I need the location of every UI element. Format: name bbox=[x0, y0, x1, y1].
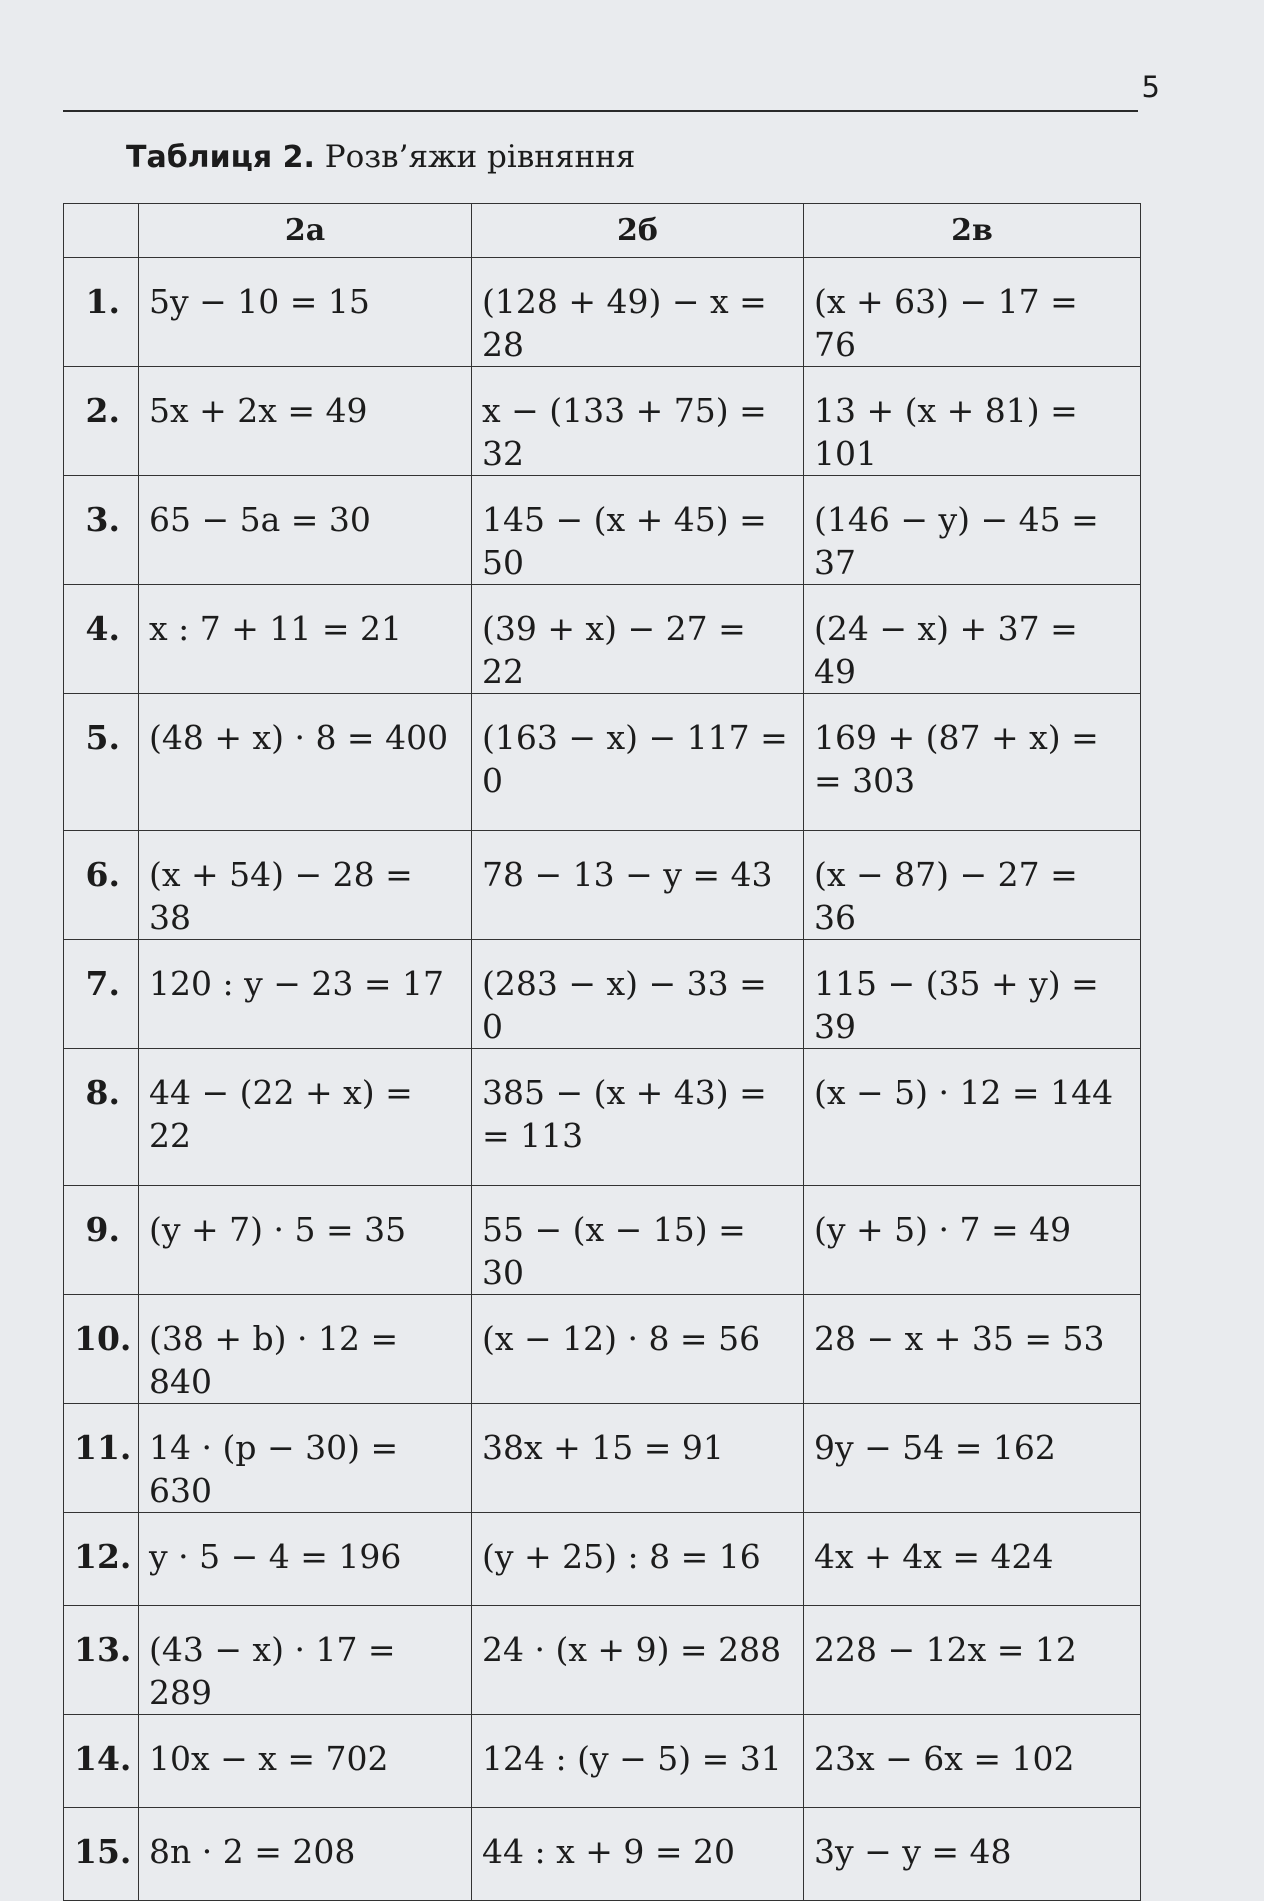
equation-cell-2c-text: 28 − x + 35 = 53 bbox=[814, 1319, 1105, 1358]
equation-cell-2b-text: 38x + 15 = 91 bbox=[482, 1428, 724, 1467]
caption-label: Таблиця 2. bbox=[126, 140, 315, 175]
equation-cell-2a-text: (48 + x) · 8 = 400 bbox=[149, 718, 449, 757]
row-number bbox=[64, 940, 139, 1049]
equation-cell-2c bbox=[804, 1513, 1141, 1606]
equation-cell-2b-text: (x − 12) · 8 = 56 bbox=[482, 1319, 761, 1358]
equation-cell-2c-text: 9y − 54 = 162 bbox=[814, 1428, 1056, 1467]
equation-cell-2c-text: 3y − y = 48 bbox=[814, 1832, 1012, 1871]
equation-cell-2b-text: x − (133 + 75) = 32 bbox=[482, 391, 767, 473]
table-row bbox=[64, 258, 1141, 367]
equation-cell-2a-text: (38 + b) · 12 = 840 bbox=[149, 1319, 399, 1401]
equation-cell-2a bbox=[139, 831, 472, 940]
equation-cell-2c-text: (y + 5) · 7 = 49 bbox=[814, 1210, 1072, 1249]
equation-cell-2c-text: 13 + (x + 81) = 101 bbox=[814, 391, 1078, 473]
equation-cell-2b bbox=[472, 1715, 804, 1808]
equation-cell-2a-text: 5x + 2x = 49 bbox=[149, 391, 368, 430]
header-cell-2c: 2в bbox=[804, 204, 1141, 258]
equation-cell-2c bbox=[804, 940, 1141, 1049]
equation-cell-2a-text: 5y − 10 = 15 bbox=[149, 282, 370, 321]
equation-cell-2b-text: 385 − (x + 43) = = 113 bbox=[482, 1073, 767, 1155]
table-row bbox=[64, 585, 1141, 694]
table-row bbox=[64, 1295, 1141, 1404]
table-row bbox=[64, 1186, 1141, 1295]
equation-cell-2c bbox=[804, 258, 1141, 367]
row-number-text: 7. bbox=[85, 964, 120, 1003]
header-cell-number bbox=[64, 204, 139, 258]
table-row bbox=[64, 1808, 1141, 1901]
equation-cell-2c-text: 23x − 6x = 102 bbox=[814, 1739, 1075, 1778]
equation-cell-2b-text: (283 − x) − 33 = 0 bbox=[482, 964, 767, 1046]
row-number bbox=[64, 1513, 139, 1606]
equation-cell-2a bbox=[139, 694, 472, 831]
table-caption bbox=[126, 139, 635, 175]
equation-cell-2a bbox=[139, 1295, 472, 1404]
equation-cell-2b-text: 24 · (x + 9) = 288 bbox=[482, 1630, 782, 1669]
equation-cell-2a bbox=[139, 1715, 472, 1808]
equation-cell-2a bbox=[139, 1606, 472, 1715]
equation-cell-2c-text: 228 − 12x = 12 bbox=[814, 1630, 1077, 1669]
table-row bbox=[64, 1715, 1141, 1808]
equation-cell-2b bbox=[472, 831, 804, 940]
table-row bbox=[64, 1404, 1141, 1513]
equation-cell-2c bbox=[804, 1808, 1141, 1901]
equation-cell-2a-text: y · 5 − 4 = 196 bbox=[149, 1537, 402, 1576]
equation-cell-2c-text: (24 − x) + 37 = 49 bbox=[814, 609, 1078, 691]
row-number-text: 1. bbox=[85, 282, 120, 321]
equation-cell-2c-text: (146 − y) − 45 = 37 bbox=[814, 500, 1099, 582]
equation-cell-2c bbox=[804, 1715, 1141, 1808]
table-row bbox=[64, 367, 1141, 476]
equation-cell-2b bbox=[472, 1295, 804, 1404]
table-row bbox=[64, 1513, 1141, 1606]
header-cell-2b: 2б bbox=[472, 204, 804, 258]
row-number bbox=[64, 1606, 139, 1715]
equation-cell-2a bbox=[139, 940, 472, 1049]
caption-text: Розв’яжи рівняння bbox=[314, 139, 636, 175]
header-cell-2a: 2а bbox=[139, 204, 472, 258]
equation-cell-2b bbox=[472, 1808, 804, 1901]
table-row bbox=[64, 694, 1141, 831]
equation-cell-2b-text: (163 − x) − 117 = 0 bbox=[482, 718, 788, 800]
row-number bbox=[64, 476, 139, 585]
row-number bbox=[64, 831, 139, 940]
equation-cell-2c bbox=[804, 476, 1141, 585]
equation-cell-2a-text: 8n · 2 = 208 bbox=[149, 1832, 356, 1871]
row-number bbox=[64, 1715, 139, 1808]
row-number-text: 2. bbox=[85, 391, 120, 430]
equation-cell-2b bbox=[472, 694, 804, 831]
equation-cell-2c bbox=[804, 585, 1141, 694]
equation-cell-2b bbox=[472, 940, 804, 1049]
row-number bbox=[64, 1295, 139, 1404]
equation-cell-2a-text: (43 − x) · 17 = 289 bbox=[149, 1630, 396, 1712]
row-number-text: 13. bbox=[74, 1630, 132, 1669]
equation-cell-2a bbox=[139, 1808, 472, 1901]
equation-cell-2a-text: 44 − (22 + x) = 22 bbox=[149, 1073, 413, 1155]
equation-cell-2c-text: (x − 5) · 12 = 144 bbox=[814, 1073, 1114, 1112]
equation-cell-2a-text: 120 : y − 23 = 17 bbox=[149, 964, 444, 1003]
equation-cell-2c bbox=[804, 367, 1141, 476]
equation-cell-2b bbox=[472, 1186, 804, 1295]
row-number bbox=[64, 258, 139, 367]
equations-table bbox=[63, 203, 1141, 1901]
row-number bbox=[64, 1404, 139, 1513]
equation-cell-2b bbox=[472, 258, 804, 367]
equation-cell-2c bbox=[804, 1606, 1141, 1715]
equation-cell-2a-text: x : 7 + 11 = 21 bbox=[149, 609, 402, 648]
equation-cell-2a-text: 65 − 5a = 30 bbox=[149, 500, 371, 539]
row-number-text: 12. bbox=[74, 1537, 132, 1576]
table-row bbox=[64, 1049, 1141, 1186]
equation-cell-2b-text: (128 + 49) − x = 28 bbox=[482, 282, 767, 364]
row-number bbox=[64, 1049, 139, 1186]
equation-cell-2b-text: 78 − 13 − y = 43 bbox=[482, 855, 773, 894]
table-row bbox=[64, 1606, 1141, 1715]
row-number bbox=[64, 585, 139, 694]
equation-cell-2c-text: 4x + 4x = 424 bbox=[814, 1537, 1054, 1576]
equation-cell-2a bbox=[139, 476, 472, 585]
equation-cell-2c bbox=[804, 1295, 1141, 1404]
equation-cell-2c-text: 169 + (87 + x) = = 303 bbox=[814, 718, 1099, 800]
equation-cell-2c bbox=[804, 694, 1141, 831]
equation-cell-2b-text: (y + 25) : 8 = 16 bbox=[482, 1537, 761, 1576]
equation-cell-2c bbox=[804, 1049, 1141, 1186]
row-number-text: 11. bbox=[74, 1428, 132, 1467]
row-number bbox=[64, 694, 139, 831]
row-number bbox=[64, 1186, 139, 1295]
row-number bbox=[64, 1808, 139, 1901]
equation-cell-2b bbox=[472, 1606, 804, 1715]
equation-cell-2b-text: (39 + x) − 27 = 22 bbox=[482, 609, 746, 691]
table-row bbox=[64, 476, 1141, 585]
equation-cell-2b bbox=[472, 585, 804, 694]
equation-cell-2a-text: (y + 7) · 5 = 35 bbox=[149, 1210, 407, 1249]
equation-cell-2b-text: 145 − (x + 45) = 50 bbox=[482, 500, 767, 582]
equation-cell-2c-text: 115 − (35 + y) = 39 bbox=[814, 964, 1099, 1046]
row-number bbox=[64, 367, 139, 476]
equation-cell-2a bbox=[139, 1186, 472, 1295]
row-number-text: 10. bbox=[74, 1319, 132, 1358]
header-row bbox=[64, 204, 1141, 258]
equation-cell-2a-text: (x + 54) − 28 = 38 bbox=[149, 855, 413, 937]
equation-cell-2b bbox=[472, 476, 804, 585]
row-number-text: 4. bbox=[85, 609, 120, 648]
equation-cell-2a bbox=[139, 585, 472, 694]
header-rule bbox=[63, 110, 1138, 112]
row-number-text: 6. bbox=[85, 855, 120, 894]
row-number-text: 8. bbox=[85, 1073, 120, 1112]
equation-cell-2b-text: 55 − (x − 15) = 30 bbox=[482, 1210, 746, 1292]
row-number-text: 3. bbox=[85, 500, 120, 539]
table-row bbox=[64, 940, 1141, 1049]
equation-cell-2b-text: 44 : x + 9 = 20 bbox=[482, 1832, 735, 1871]
row-number-text: 5. bbox=[85, 718, 120, 757]
row-number-text: 15. bbox=[74, 1832, 132, 1871]
equation-cell-2b bbox=[472, 1404, 804, 1513]
equation-cell-2a bbox=[139, 258, 472, 367]
row-number-text: 14. bbox=[74, 1739, 132, 1778]
equation-cell-2a bbox=[139, 1404, 472, 1513]
equation-cell-2c bbox=[804, 1186, 1141, 1295]
row-number-text: 9. bbox=[85, 1210, 120, 1249]
equation-cell-2a bbox=[139, 1513, 472, 1606]
equation-cell-2c bbox=[804, 831, 1141, 940]
equation-cell-2c bbox=[804, 1404, 1141, 1513]
equation-cell-2c-text: (x + 63) − 17 = 76 bbox=[814, 282, 1078, 364]
equation-cell-2a bbox=[139, 1049, 472, 1186]
equation-cell-2b bbox=[472, 1049, 804, 1186]
equation-cell-2a-text: 14 · (p − 30) = 630 bbox=[149, 1428, 399, 1510]
equation-cell-2b bbox=[472, 367, 804, 476]
page-number: 5 bbox=[1141, 70, 1160, 104]
equation-cell-2c-text: (x − 87) − 27 = 36 bbox=[814, 855, 1078, 937]
equation-cell-2a-text: 10x − x = 702 bbox=[149, 1739, 389, 1778]
equation-cell-2a bbox=[139, 367, 472, 476]
table-row bbox=[64, 831, 1141, 940]
equation-cell-2b-text: 124 : (y − 5) = 31 bbox=[482, 1739, 782, 1778]
equation-cell-2b bbox=[472, 1513, 804, 1606]
